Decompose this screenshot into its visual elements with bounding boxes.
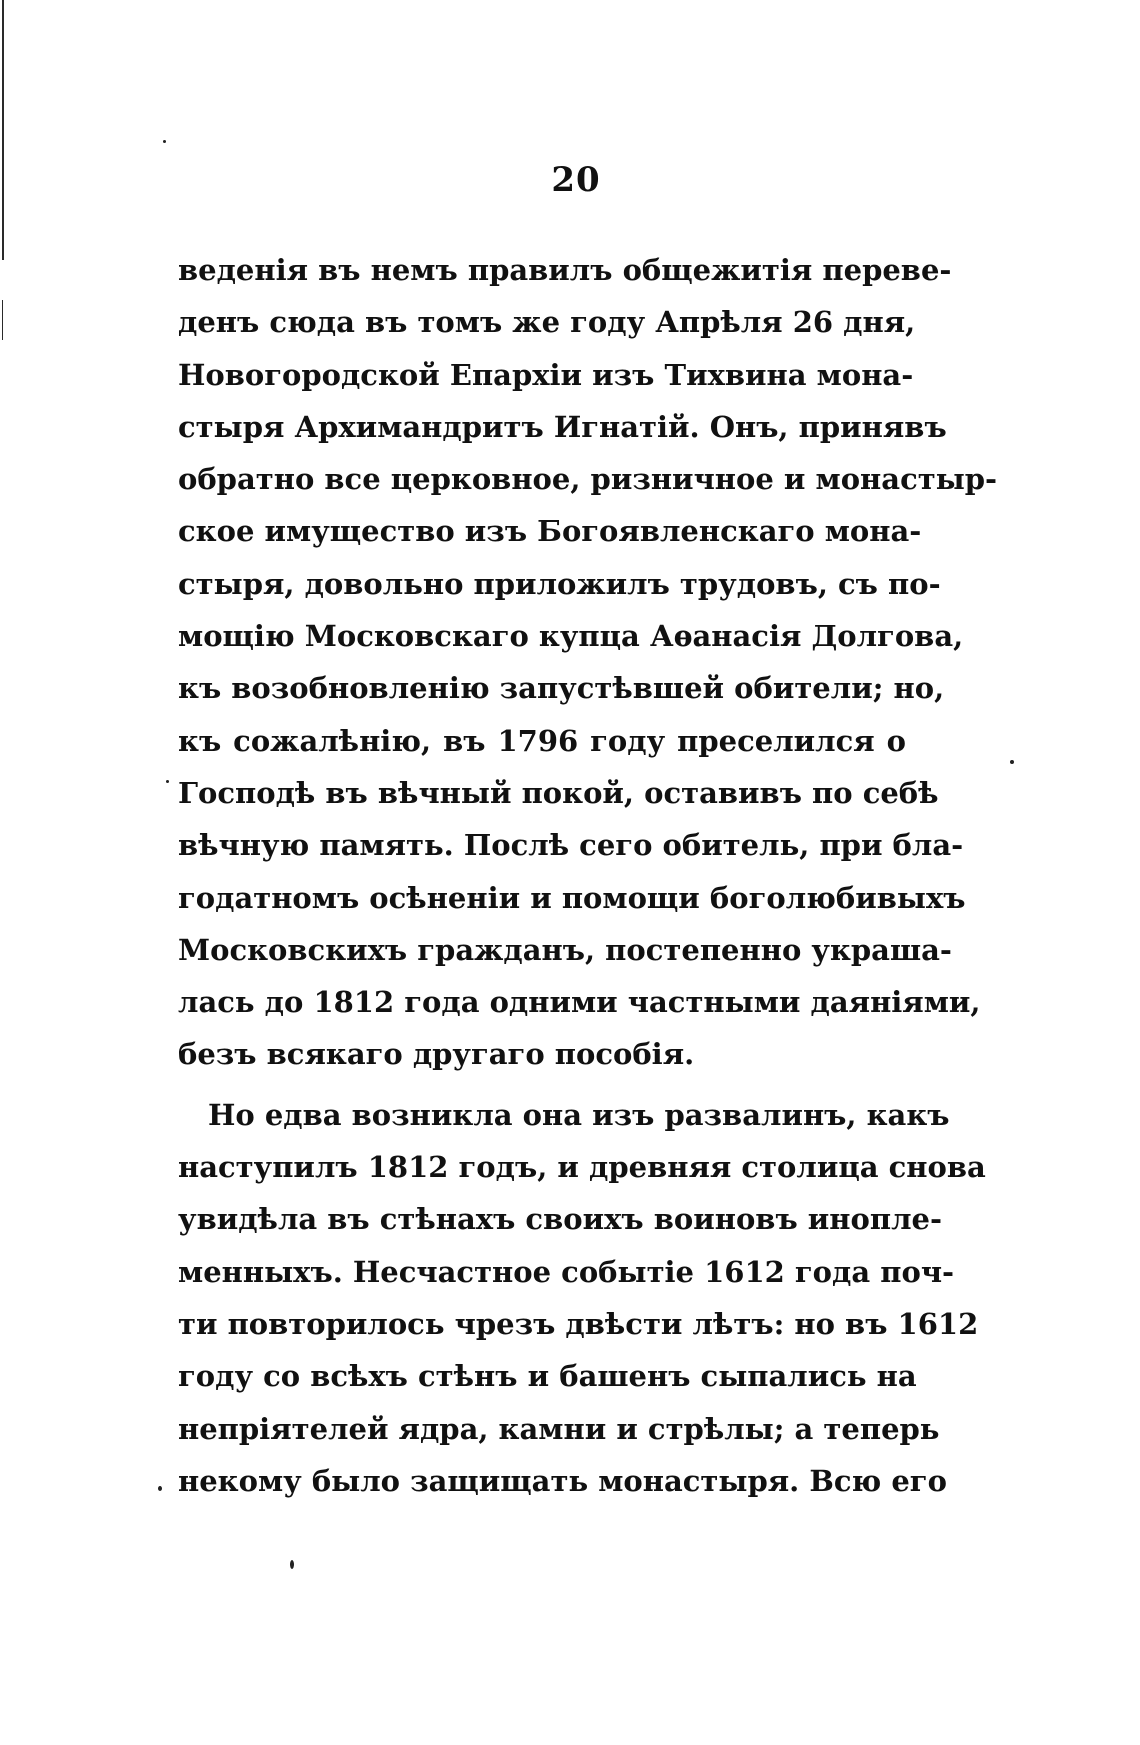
paragraph <box>178 244 998 1081</box>
paragraph-gap <box>178 1081 906 1089</box>
paragraph <box>178 1089 986 1507</box>
text-line: ское имущество изъ Богоявленскаго мона- <box>178 514 922 549</box>
text-line: Московскихъ гражданъ, постепенно украша- <box>178 932 952 967</box>
text-line: ти повторилось чрезъ двѣсти лѣтъ: но въ 1612 <box>178 1306 979 1341</box>
text-line: вѣчную память. Послѣ сего обитель, при бла- <box>178 828 964 863</box>
text-line: денъ сюда въ томъ же году Апрѣля 26 дня, <box>178 305 916 340</box>
scan-speck <box>290 1560 294 1569</box>
text-line: непріятелей ядра, камни и стрѣлы; а теперь <box>178 1411 940 1446</box>
scan-speck <box>163 140 166 143</box>
page-number: 20 <box>551 160 601 200</box>
text-line: безъ всякаго другаго пособія. <box>178 1037 695 1072</box>
text-line: годатномъ осѣненіи и помощи боголюбивыхъ <box>178 880 966 915</box>
text-line: году со всѣхъ стѣнъ и башенъ сыпались на <box>178 1359 917 1394</box>
scan-speck <box>166 780 169 783</box>
scan-edge-mark <box>2 300 3 340</box>
text-line: Но едва возникла она изъ развалинъ, какъ <box>208 1097 950 1132</box>
scan-speck <box>1010 760 1014 764</box>
text-line: Господѣ въ вѣчный покой, оставивъ по себѣ <box>178 775 939 810</box>
text-line: Новогородской Епархіи изъ Тихвина мона- <box>178 357 914 392</box>
text-line: обратно все церковное, ризничное и монастыр- <box>178 462 998 497</box>
text-line: стыря, довольно приложилъ трудовъ, съ по- <box>178 566 941 601</box>
text-line: наступилъ 1812 годъ, и древняя столица снова <box>178 1150 986 1185</box>
text-line: лась до 1812 года одними частными даяніями, <box>178 985 981 1020</box>
text-line: менныхъ. Несчастное событіе 1612 года поч- <box>178 1254 955 1289</box>
text-line: къ возобновленію запустѣвшей обители; но, <box>178 671 945 706</box>
text-line: некому было защищать монастыря. Всю его <box>178 1463 947 1498</box>
text-line: увидѣла въ стѣнахъ своихъ воиновъ инопле- <box>178 1202 943 1237</box>
scan-speck <box>158 1486 162 1491</box>
text-line: къ сожалѣнію, въ 1796 году преселился о <box>178 723 906 758</box>
text-line: веденія въ немъ правилъ общежитія переве- <box>178 253 952 287</box>
body-text <box>178 244 998 1507</box>
scan-edge-mark <box>2 0 4 260</box>
text-line: стыря Архимандритъ Игнатій. Онъ, принявъ <box>178 409 947 444</box>
text-line: мощію Московскаго купца Аѳанасія Долгова, <box>178 619 964 654</box>
